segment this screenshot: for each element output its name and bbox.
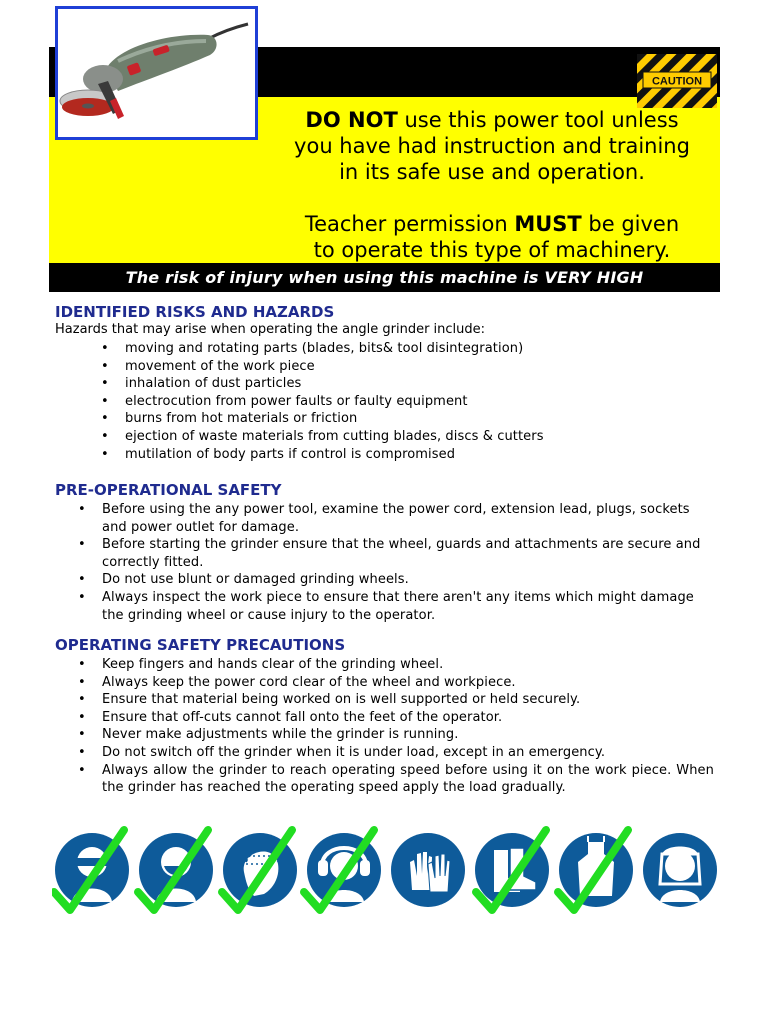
check-mark-icon [558,830,628,910]
list-item: • Always inspect the work piece to ensure that there aren't any items which might damage the grinding wheel or cause injury to the operator. [102,589,714,624]
list-item: • moving and rotating parts (blades, bits& tool disintegration) [125,340,715,358]
risks-heading: IDENTIFIED RISKS AND HAZARDS [55,303,335,321]
warning-message [260,107,724,263]
angle-grinder-photo [55,6,258,140]
ppe-icon-row [52,820,720,920]
risks-intro: Hazards that may arise when operating the angle grinder include: [55,322,486,337]
list-item: • Before starting the grinder ensure that the wheel, guards and attachments are secure and correctly fitted. [102,536,714,571]
warning-line-4: Teacher permission MUST be given [304,212,680,236]
check-mark-icon [138,830,208,910]
list-item: • Before using the any power tool, examine the power cord, extension lead, plugs, sockets and power outlet for damage. [102,501,714,536]
list-item: • Always allow the grinder to reach operating speed before using it on the work piece. When the grinder has reached the operating speed apply the load gradually. [102,762,714,797]
list-item: • burns from hot materials or friction [125,410,715,428]
check-mark-icon [222,830,292,910]
list-item: • Do not switch off the grinder when it is under load, except in an emergency. [102,744,714,762]
list-item: • Ensure that off-cuts cannot fall onto the feet of the operator. [102,709,714,727]
check-mark-icon [476,830,546,910]
check-mark-icon [54,830,124,910]
list-item: • Ensure that material being worked on is well supported or held securely. [102,691,714,709]
operating-list [102,656,714,797]
warning-line-3: in its safe use and operation. [339,160,645,184]
list-item: • Always keep the power cord clear of the wheel and workpiece. [102,674,714,692]
warning-line-2: you have had instruction and training [294,134,690,158]
warning-line-5: to operate this type of machinery. [313,238,671,262]
pre-operational-list [102,501,714,624]
warning-line-1: DO NOT use this power tool unless [305,108,679,132]
check-mark-icon [304,830,374,910]
list-item: • inhalation of dust particles [125,375,715,393]
risks-list [125,340,715,463]
caution-sign-icon [637,54,717,108]
risk-banner: The risk of injury when using this machine is VERY HIGH [49,263,720,292]
list-item: • Do not use blunt or damaged grinding wheels. [102,571,714,589]
list-item: • movement of the work piece [125,358,715,376]
list-item: • electrocution from power faults or faulty equipment [125,393,715,411]
list-item: • mutilation of body parts if control is compromised [125,446,715,464]
list-item: • ejection of waste materials from cutting blades, discs & cutters [125,428,715,446]
operating-heading: OPERATING SAFETY PRECAUTIONS [55,636,346,654]
list-item: • Never make adjustments while the grinder is running. [102,726,714,744]
caution-label: CAUTION [651,75,703,88]
pre-operational-heading: PRE-OPERATIONAL SAFETY [55,481,282,499]
list-item: • Keep fingers and hands clear of the grinding wheel. [102,656,714,674]
check-marks [52,820,720,920]
angle-grinder-icon [58,9,255,137]
